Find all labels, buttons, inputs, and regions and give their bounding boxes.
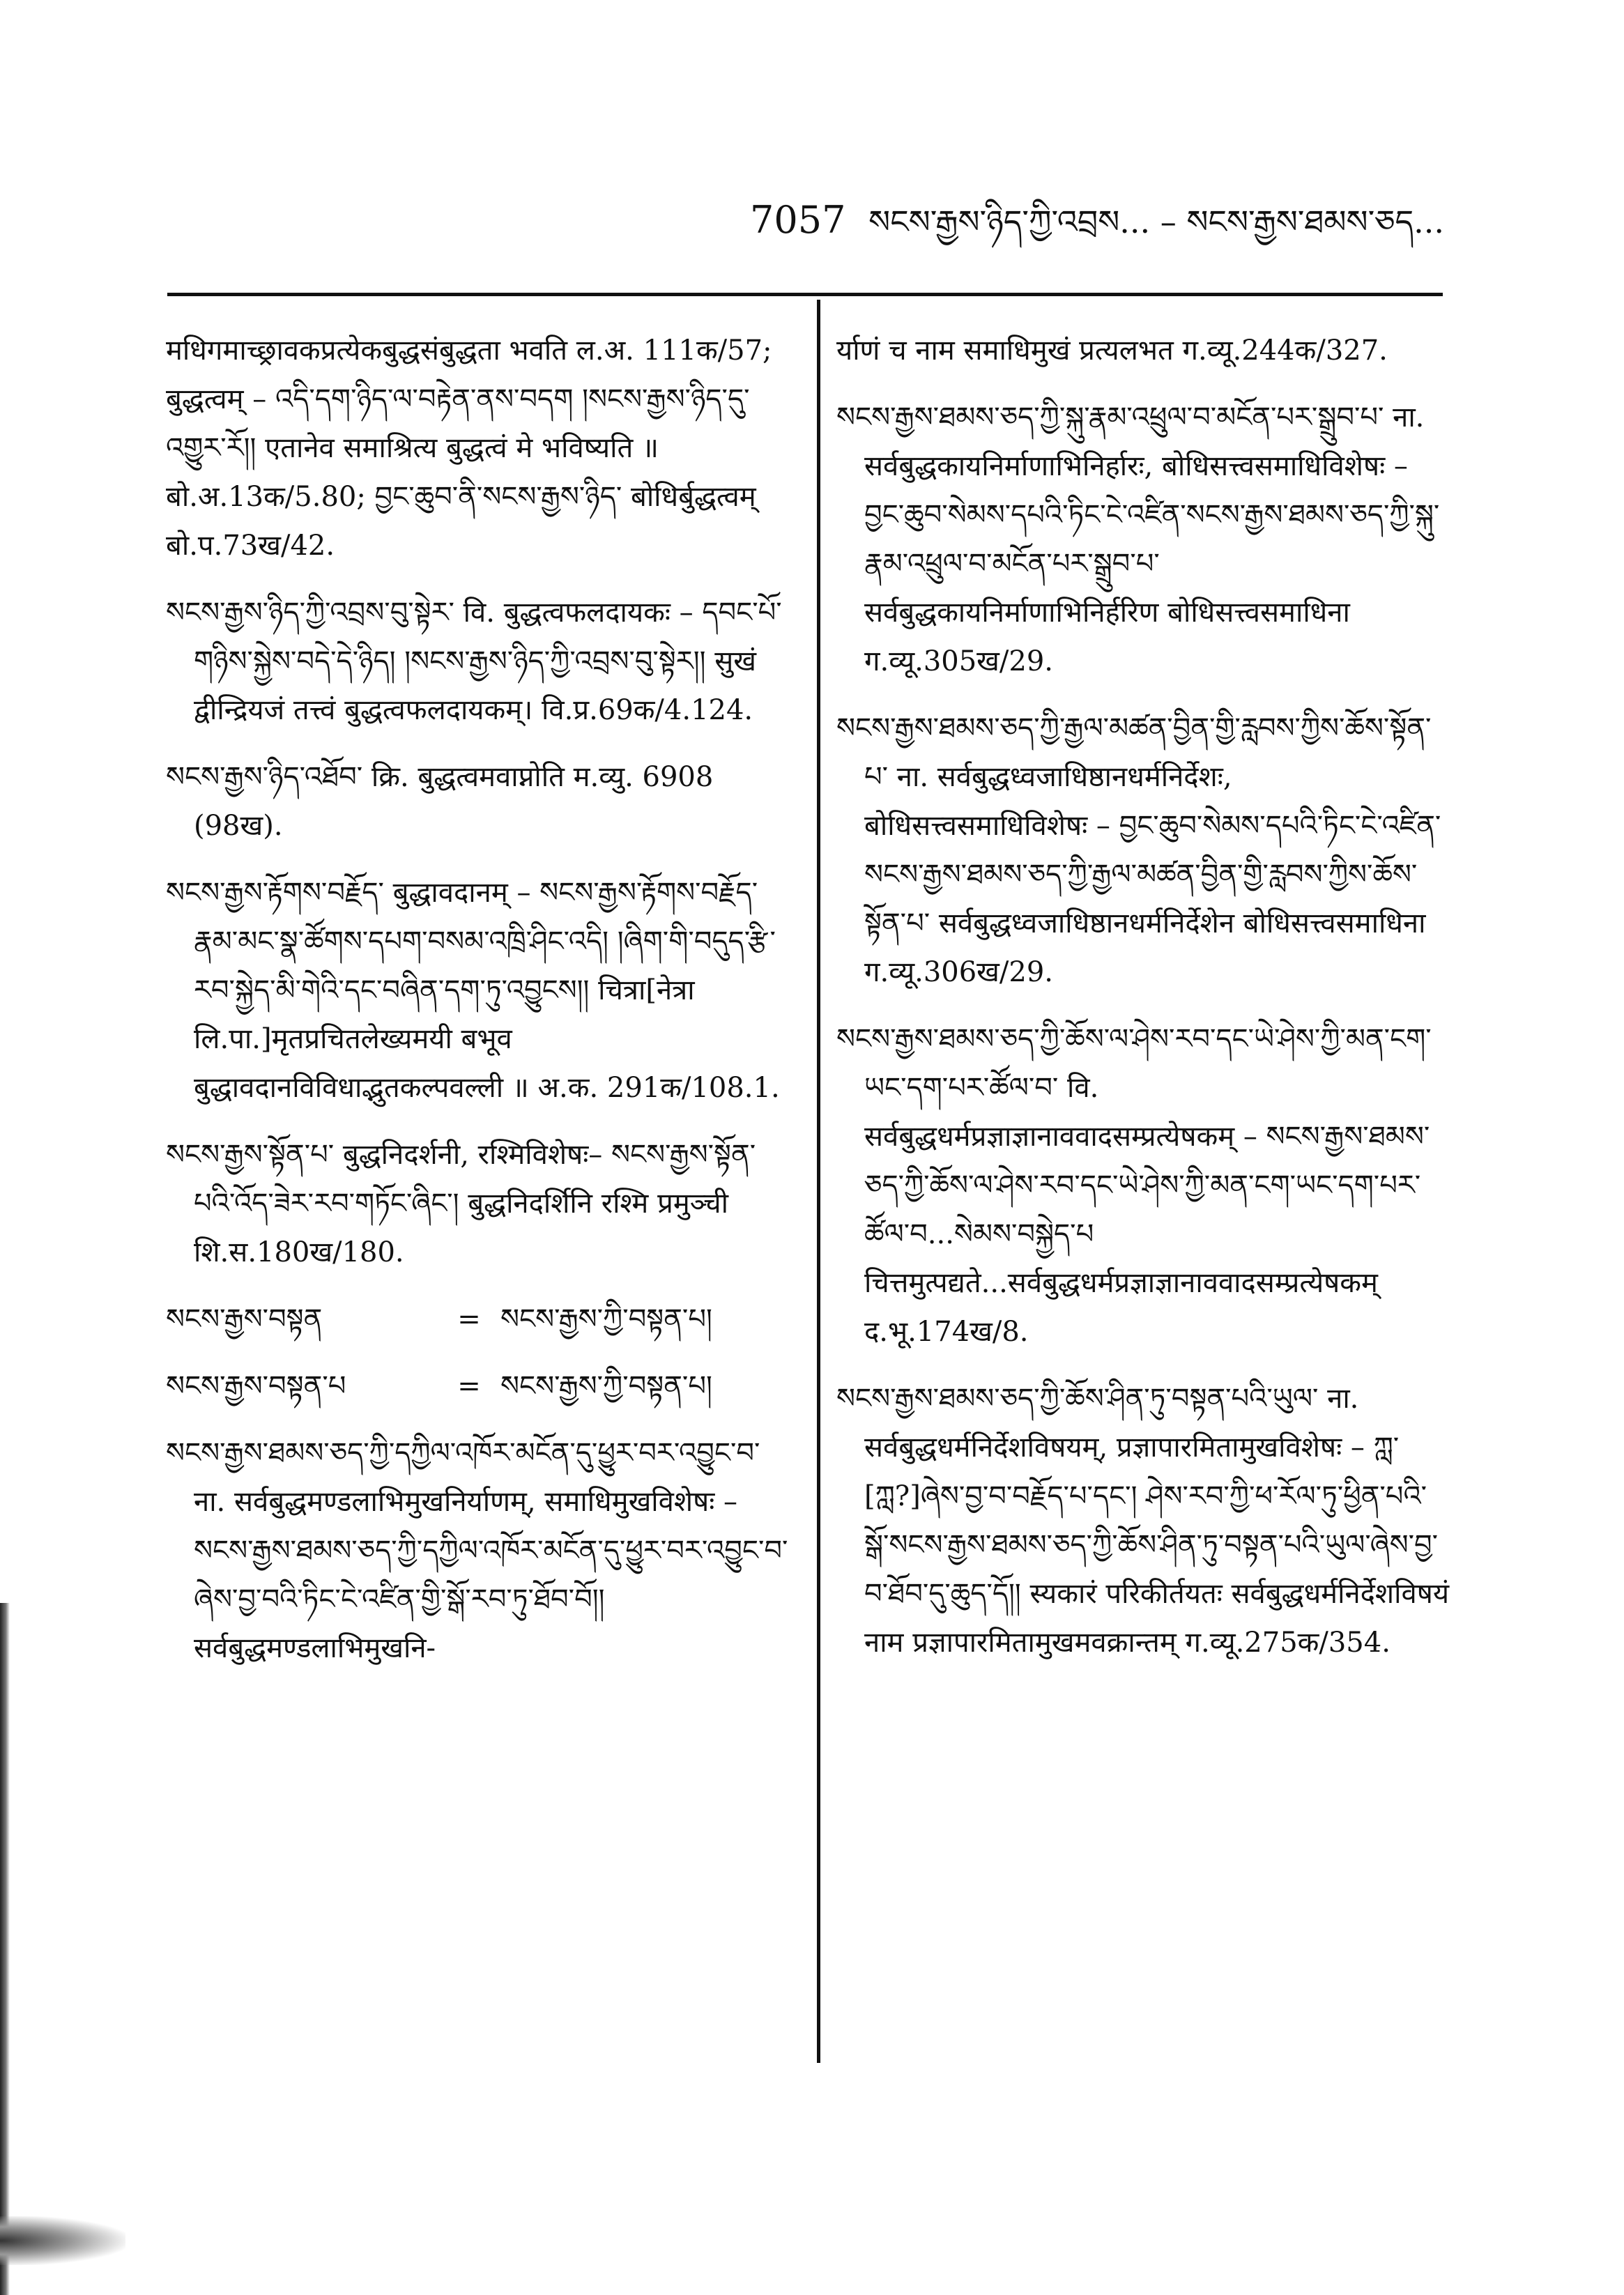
- dictionary-entry: སངས་རྒྱས་སྟོན་པ་ बुद्धनिदर्शनी, रश्मिविशेषः– སངས་རྒྱས་སྟོན་པའི་འོད་ཟེར་རབ་གཏོང་ཞིང་། बुद्धनिदर्शिनि रश्मि प्रमुञ्ची शि.स.180ख/180.: [166, 1139, 756, 1268]
- equivalence-entry: [166, 1295, 793, 1344]
- equivalence-target: སངས་རྒྱས་ཀྱི་བསྟན་པ།: [500, 1370, 712, 1402]
- equivalence-target: སངས་རྒྱས་ཀྱི་བསྟན་པ།: [500, 1303, 712, 1335]
- scan-spine-shadow: [0, 1603, 10, 2295]
- dictionary-entry: སངས་རྒྱས་ཐམས་ཅད་ཀྱི་ཆོས་ལ་ཤེས་རབ་དང་ཡེ་ཤེས་ཀྱི་མན་ངག་ཡང་དག་པར་ཚོལ་བ་ वि. सर्वबुद्धधर्मप्रज्ञाज्ञानाववादसम्प्रत्येषकम् – སངས་རྒྱས་ཐམས་ཅད་ཀྱི་ཆོས་ལ་ཤེས་རབ་དང་ཡེ་ཤེས་ཀྱི་མན་ངག་ཡང་དག་པར་ཚོལ་བ...སེམས་བསྐྱེད་པ चित्तमुत्पद्यते...सर्वबुद्धधर्मप्रज्ञाज्ञानाववादसम्प्रत्येषकम् द.भू.174ख/8.: [836, 1023, 1432, 1348]
- dictionary-entry: སངས་རྒྱས་ཉིད་འཐོབ་ क्रि. बुद्धत्वमवाप्नोति म.व्यु. 6908 (98ख).: [166, 761, 714, 842]
- dictionary-entry: སངས་རྒྱས་ཐམས་ཅད་ཀྱི་སྐུ་རྣམ་འཕྲུལ་བ་མངོན་པར་སྒྲུབ་པ་ ना. सर्वबुद्धकायनिर्माणाभिनिर्हारः, बोधिसत्त्वसमाधिविशेषः – བྱང་ཆུབ་སེམས་དཔའི་ཏིང་ངེ་འཛིན་སངས་རྒྱས་ཐམས་ཅད་ཀྱི་སྐུ་རྣམ་འཕྲུལ་བ་མངོན་པར་སྒྲུབ་པ་ सर्वबुद्धकायनिर्माणाभिनिर्हरिण बोधिसत्त्वसमाधिना ग.व्यू.305ख/29.: [836, 401, 1440, 677]
- entry-continuation: मधिगमाच्छ्रावकप्रत्येकबुद्धसंबुद्धता भवति ल.अ. 111क/57; बुद्धत्वम् – འདི་དག་ཉིད་ལ་བརྟེན་ནས་བདག །སངས་རྒྱས་ཉིད་དུ་འགྱུར་རོ།། एतानेव समाश्रित्य बुद्धत्वं मे भविष्यति ॥ बो.अ.13क/5.80; བྱང་ཆུབ་ནི་སངས་རྒྱས་ཉིད་ बोधिर्बुद्धत्वम् बो.प.73ख/42.: [166, 335, 772, 562]
- page-header: [750, 187, 1444, 277]
- column-divider: [817, 300, 820, 2063]
- equivalence-term: སངས་རྒྱས་བསྟན: [166, 1303, 323, 1335]
- equivalence-term: སངས་རྒྱས་བསྟན་པ: [166, 1370, 346, 1402]
- dictionary-entry: སངས་རྒྱས་ཐམས་ཅད་ཀྱི་རྒྱལ་མཚན་བྱིན་གྱི་རླབས་ཀྱིས་ཆོས་སྟོན་པ་ ना. सर्वबुद्धध्वजाधिष्ठानधर्मनिर्देशः, बोधिसत्त्वसमाधिविशेषः – བྱང་ཆུབ་སེམས་དཔའི་ཏིང་ངེ་འཛིན་སངས་རྒྱས་ཐམས་ཅད་ཀྱི་རྒྱལ་མཚན་བྱིན་གྱི་རླབས་ཀྱིས་ཆོས་སྟོན་པ་ सर्वबुद्धध्वजाधिष्ठानधर्मनिर्देशेन बोधिसत्त्वसमाधिना ग.व्यू.306ख/29.: [836, 712, 1441, 988]
- dictionary-entry: སངས་རྒྱས་ཐམས་ཅད་ཀྱི་དཀྱིལ་འཁོར་མངོན་དུ་ཕྱུར་བར་འབྱུང་བ་ ना. सर्वबुद्धमण्डलाभिमुखनिर्याणम्, समाधिमुखविशेषः – སངས་རྒྱས་ཐམས་ཅད་ཀྱི་དཀྱིལ་འཁོར་མངོན་དུ་ཕྱུར་བར་འབྱུང་བ་ཞེས་བྱ་བའི་ཏིང་ངེ་འཛིན་གྱི་སྒོ་རབ་ཏུ་ཐོབ་བོ།། सर्वबुद्धमण्डलाभिमुखनि-: [166, 1437, 788, 1664]
- scan-smudge: [0, 2216, 125, 2265]
- dictionary-entry: སངས་རྒྱས་ཉིད་ཀྱི་འབྲས་བུ་སྟེར་ वि. बुद्धत्वफलदायकः – དབང་པོ་གཉིས་སྐྱེས་བདེ་དེ་ཉིད། །སངས་རྒྱས་ཉིད་ཀྱི་འབྲས་བུ་སྟེར།། सुखं द्वीन्द्रियजं तत्त्वं बुद्धत्वफलदायकम्। वि.प्र.69क/4.124.: [166, 597, 782, 726]
- equals-sign: =: [457, 1303, 481, 1335]
- right-column: [836, 326, 1450, 1685]
- running-head: སངས་རྒྱས་ཉིད་ཀྱི་འབྲས... – སངས་རྒྱས་ཐམས་ཅད...: [868, 203, 1444, 240]
- equals-sign: =: [457, 1370, 481, 1402]
- dictionary-entry: སངས་རྒྱས་ཐམས་ཅད་ཀྱི་ཆོས་ཤིན་ཏུ་བསྟན་པའི་ཡུལ་ ना. सर्वबुद्धधर्मनिर्देशविषयम्, प्रज्ञापारमितामुखविशेषः – ཀླ་[ཀླ?]ཞེས་བྱ་བ་བརྗོད་པ་དང་། ཤེས་རབ་ཀྱི་ཕ་རོལ་ཏུ་ཕྱིན་པའི་སྒོ་སངས་རྒྱས་ཐམས་ཅད་ཀྱི་ཆོས་ཤིན་ཏུ་བསྟན་པའི་ཡུལ་ཞེས་བྱ་བ་ཐོབ་དུ་ཆུད་དོ།། स्यकारं परिकीर्तयतः सर्वबुद्धधर्मनिर्देशविषयं नाम प्रज्ञापारमितामुखमवक्रान्तम् ग.व्यू.275क/354.: [836, 1383, 1450, 1659]
- equivalence-entry: [166, 1362, 793, 1411]
- header-rule: [167, 293, 1443, 296]
- dictionary-entry: སངས་རྒྱས་རྟོགས་བརྗོད་ बुद्धावदानम् – སངས་རྒྱས་རྟོགས་བརྗོད་རྣམ་མང་སྣ་ཚོགས་དཔག་བསམ་འཁྲི་ཤིང་འདི། །ཞིག་གི་བདུད་རྩི་རབ་སྐྱེད་མི་གེའི་དང་བཞིན་དག་ཏུ་འབྱུངས།། चित्रा[नेत्रा लि.पा.]मृतप्रचितलेख्यमयी बभूव बुद्धावदानविविधाद्भुतकल्पवल्ली ॥ अ.क. 291क/108.1.: [166, 877, 780, 1104]
- entry-continuation: र्याणं च नाम समाधिमुखं प्रत्यलभत ग.व्यू.244क/327.: [836, 335, 1388, 367]
- left-column: [166, 326, 793, 1691]
- page-number: 7057: [750, 198, 846, 242]
